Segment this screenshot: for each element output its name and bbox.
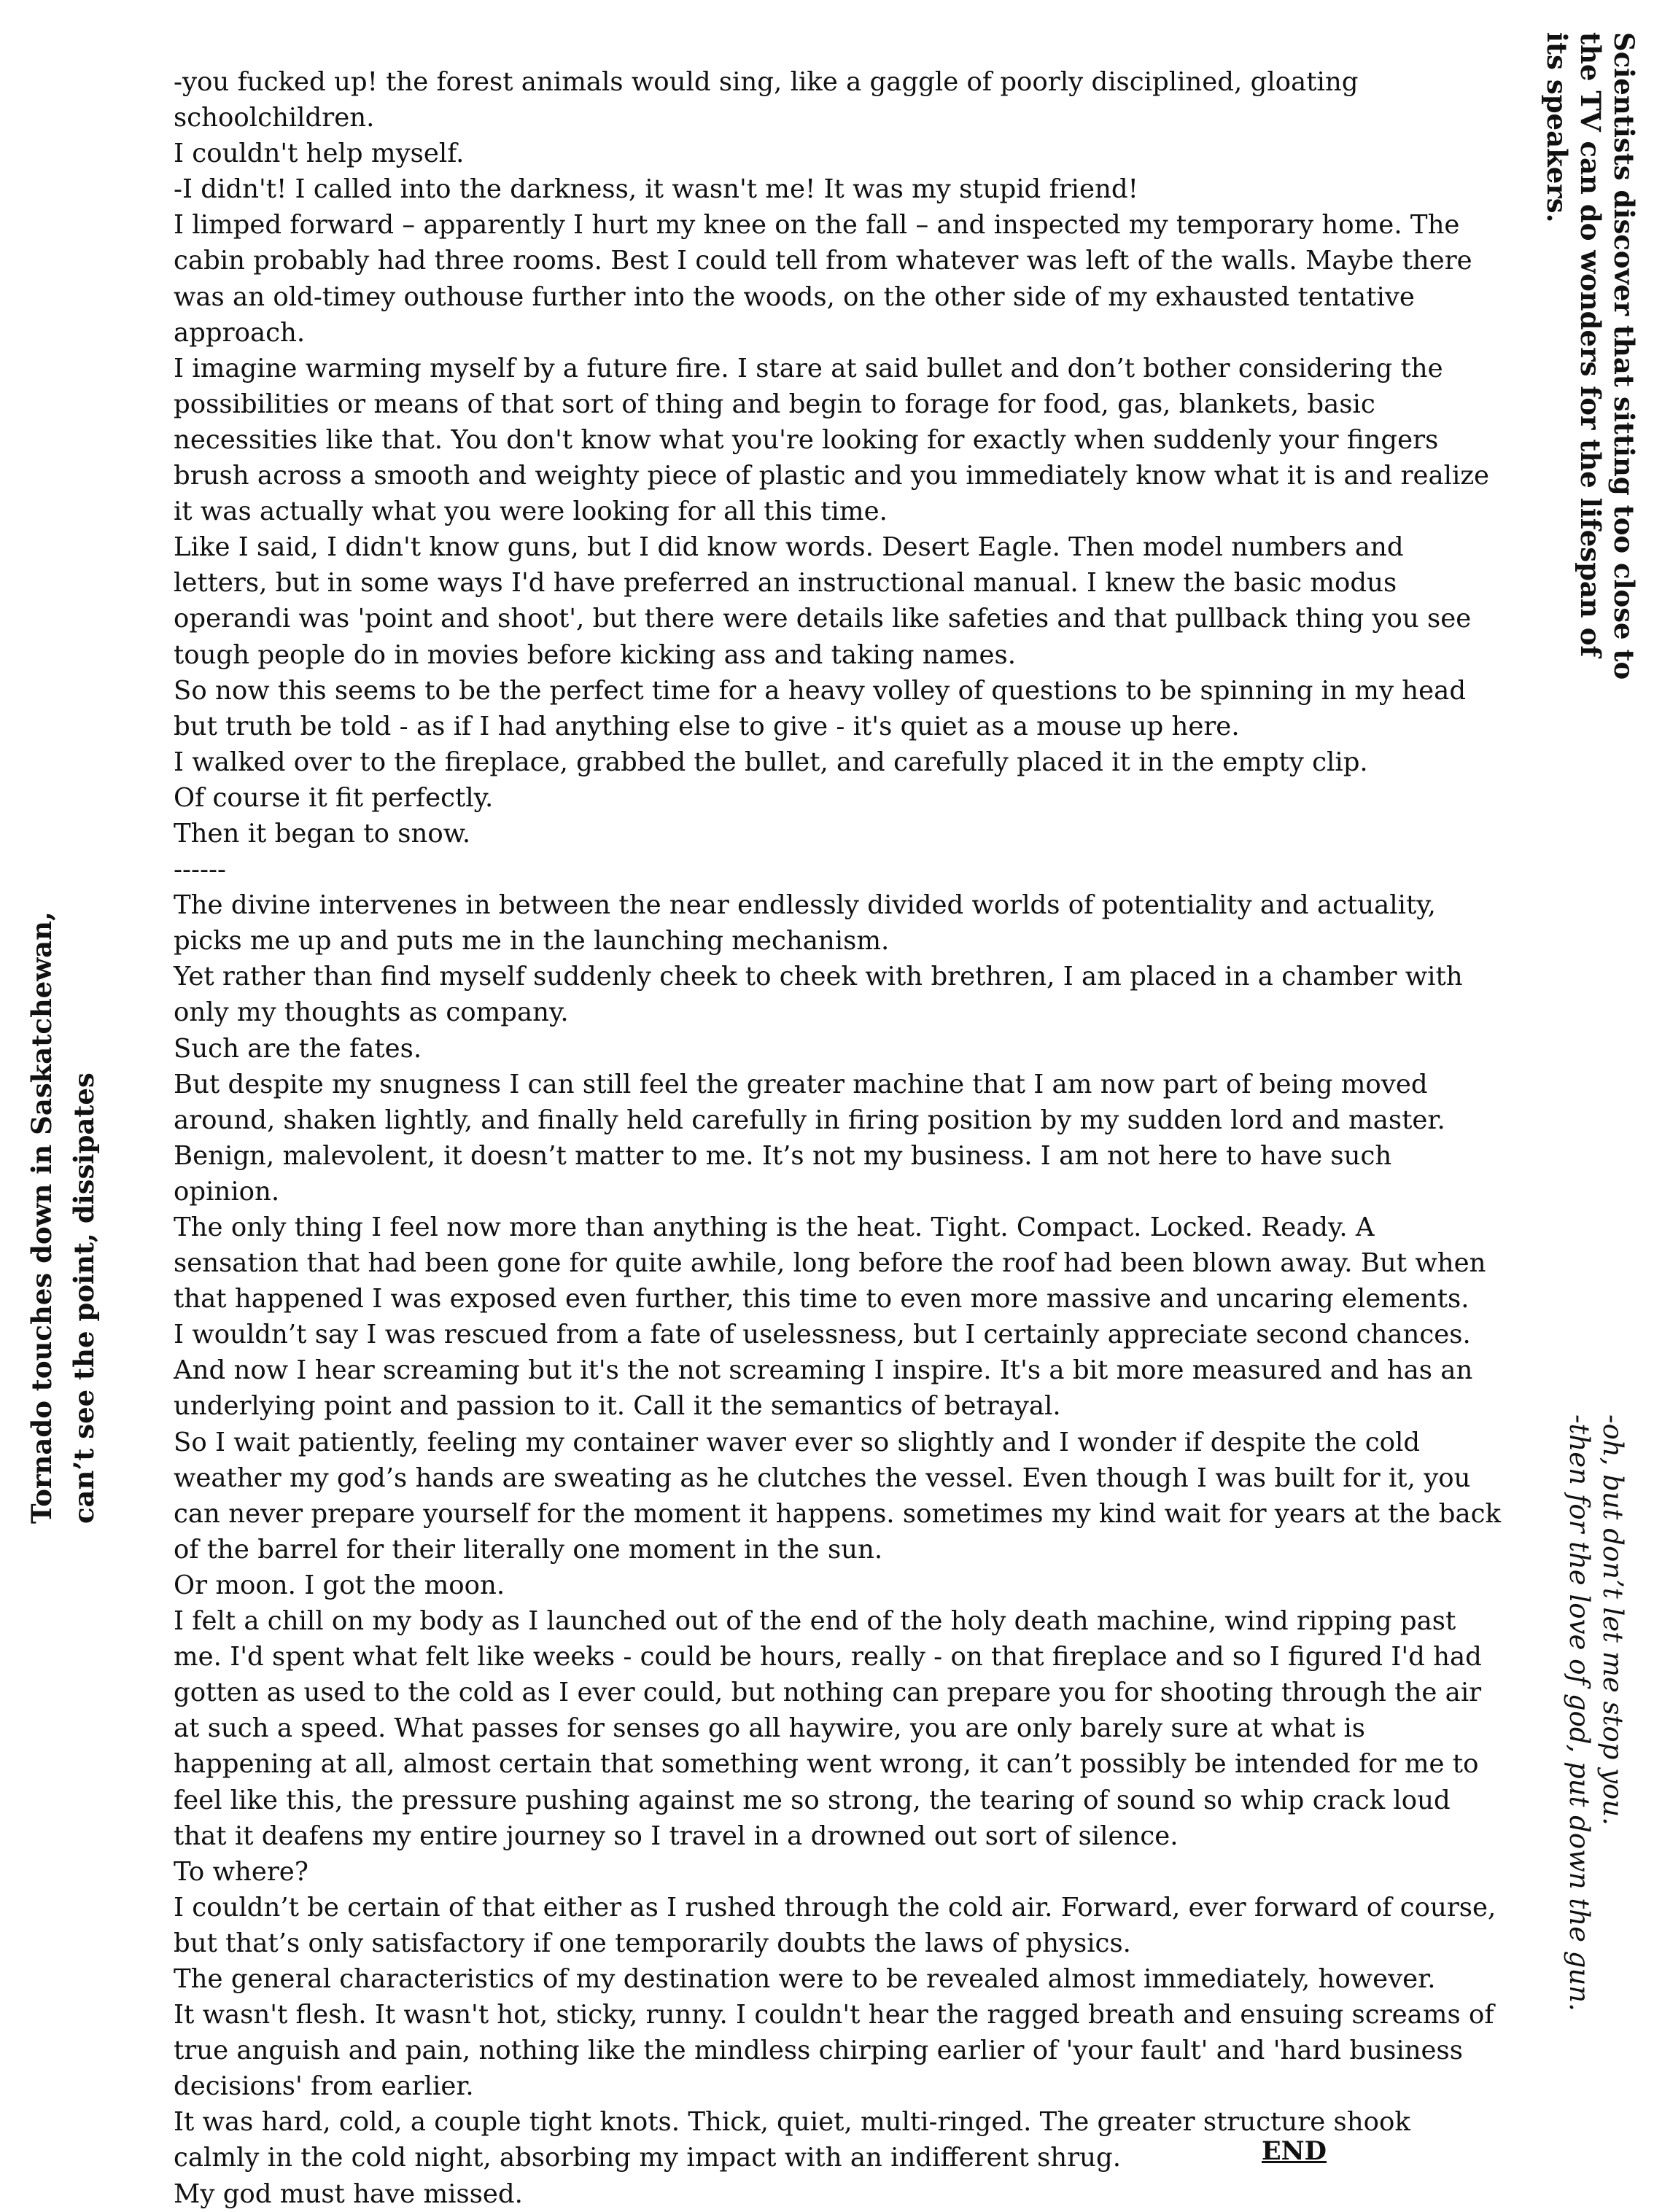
side-note-line: Tornado touches down in Saskatchewan, xyxy=(26,911,58,1524)
story-paragraph: I couldn’t be certain of that either as I rushed through the cold air. Forward, ever forward of course, but that’s only satisfactory if one temporarily doubts the laws of physics. xyxy=(174,1892,1496,1958)
story-paragraph: -you fucked up! the forest animals would sing, like a gaggle of poorly disciplined, gloating schoolchildren. xyxy=(174,67,1359,133)
story-paragraph: Such are the fates. xyxy=(174,1033,422,1064)
story-paragraph: -I didn't! I called into the darkness, it wasn't me! It was my stupid friend! xyxy=(174,174,1138,205)
story-paragraph: So now this seems to be the perfect time for a heavy volley of questions to be spinning in my head but truth be told - as if I had anything else to give - it's quiet as a mouse up here. xyxy=(174,675,1467,741)
side-note-line: -oh, but don’t let me stop you. xyxy=(1597,1414,1628,1826)
story-paragraph: Then it began to snow. xyxy=(174,818,471,849)
story-paragraph: The only thing I feel now more than anything is the heat. Tight. Compact. Locked. Ready. A sensation that had been gone for quite awhile, long before the roof had been blown away. But when that happened I was exposed even further, this time to even more massive and uncaring elements. xyxy=(174,1212,1486,1315)
story-paragraph: The general characteristics of my destination were to be revealed almost immediately, however. xyxy=(174,1963,1436,1994)
story-paragraph: But despite my snugness I can still feel the greater machine that I am now part of being moved around, shaken lightly, and finally held carefully in firing position by my sudden lord and master. Benign, malevolent, it doesn’t matter to me. It’s not my business. I am not here to have such opinion. xyxy=(174,1069,1445,1207)
story-paragraph: So I wait patiently, feeling my container waver ever so slightly and I wonder if despite the cold weather my god’s hands are sweating as he clutches the vessel. Even though I was built for it, you can never prepare yourself for the moment it happens. sometimes my kind wait for years at the back of the barrel for their literally one moment in the sun. xyxy=(174,1427,1501,1565)
story-paragraph: My god must have missed. xyxy=(174,2178,523,2209)
story-paragraph: The divine intervenes in between the near endlessly divided worlds of potentiality and actuality, picks me up and puts me in the launching mechanism. xyxy=(174,890,1436,957)
story-paragraph: Yet rather than find myself suddenly cheek to cheek with brethren, I am placed in a chamber with only my thoughts as company. xyxy=(174,962,1463,1028)
side-note-line: -then for the love of god, put down the gun. xyxy=(1564,1414,1595,2012)
story-paragraph: It wasn't flesh. It wasn't hot, sticky, runny. I couldn't hear the ragged breath and ensuing screams of true anguish and pain, nothing like the mindless chirping earlier of 'your fault' and 'hard business decisions' from earlier. xyxy=(174,2000,1494,2102)
side-note-line: its speakers. xyxy=(1541,32,1573,223)
side-note-line: Scientists discover that sitting too close to xyxy=(1608,32,1640,680)
story-paragraph: I wouldn’t say I was rescued from a fate of uselessness, but I certainly appreciate second chances. xyxy=(174,1320,1471,1350)
story-paragraph: To where? xyxy=(174,1856,308,1887)
side-note-tornado xyxy=(20,911,105,1524)
side-note-scientists xyxy=(1540,32,1641,679)
story-paragraph: Of course it fit perfectly. xyxy=(174,782,494,813)
story-body xyxy=(174,64,1502,2212)
story-paragraph: I imagine warming myself by a future fire. I stare at said bullet and don’t bother considering the possibilities or means of that sort of thing and begin to forage for food, gas, blankets, basic necessities like that. You don't know what you're looking for exactly when suddenly your fingers brush across a smooth and weighty piece of plastic and you immediately know what it is and realize it was actually what you were looking for all this time. xyxy=(174,353,1490,527)
story-paragraph: I walked over to the fireplace, grabbed the bullet, and carefully placed it in the empty clip. xyxy=(174,747,1368,777)
story-paragraph: I limped forward – apparently I hurt my knee on the fall – and inspected my temporary home. The cabin probably had three rooms. Best I could tell from whatever was left of the walls. Maybe there was an old-timey outhouse further into the woods, on the other side of my exhausted tentative approach. xyxy=(174,210,1472,348)
story-paragraph: Or moon. I got the moon. xyxy=(174,1570,505,1600)
story-paragraph: I couldn't help myself. xyxy=(174,139,465,169)
story-paragraph: And now I hear screaming but it's the not screaming I inspire. It's a bit more measured and has an underlying point and passion to it. Call it the semantics of betrayal. xyxy=(174,1355,1473,1422)
story-paragraph: Like I said, I didn't know guns, but I did know words. Desert Eagle. Then model numbers and letters, but in some ways I'd have preferred an instructional manual. I knew the basic modus operandi was 'point and shoot', but there were details like safeties and that pullback thing you see tough people do in movies before kicking ass and taking names. xyxy=(174,532,1472,670)
story-paragraph: I felt a chill on my body as I launched out of the end of the holy death machine, wind ripping past me. I'd spent what felt like weeks - could be hours, really - on that fireplace and so I figured I'd had gotten as used to the cold as I ever could, but nothing can prepare you for shooting through the air at such a speed. What passes for senses go all haywire, you are only barely sure at what is happening at all, almost certain that something went wrong, it can’t possibly be intended for me to feel like this, the pressure pushing against me so strong, the tearing of sound so whip crack loud that it deafens my entire journey so I travel in a drowned out sort of silence. xyxy=(174,1606,1482,1851)
story-paragraph: It was hard, cold, a couple tight knots. Thick, quiet, multi-ringed. The greater structure shook calmly in the cold night, absorbing my impact with an indifferent shrug. xyxy=(174,2107,1410,2173)
side-note-line: the TV can do wonders for the lifespan of xyxy=(1575,32,1607,658)
end-label: END xyxy=(1262,2136,1327,2166)
side-note-line: can’t see the point, dissipates xyxy=(68,1072,100,1524)
side-note-dont-stop xyxy=(1562,1414,1629,2012)
story-paragraph: ------ xyxy=(174,854,226,885)
